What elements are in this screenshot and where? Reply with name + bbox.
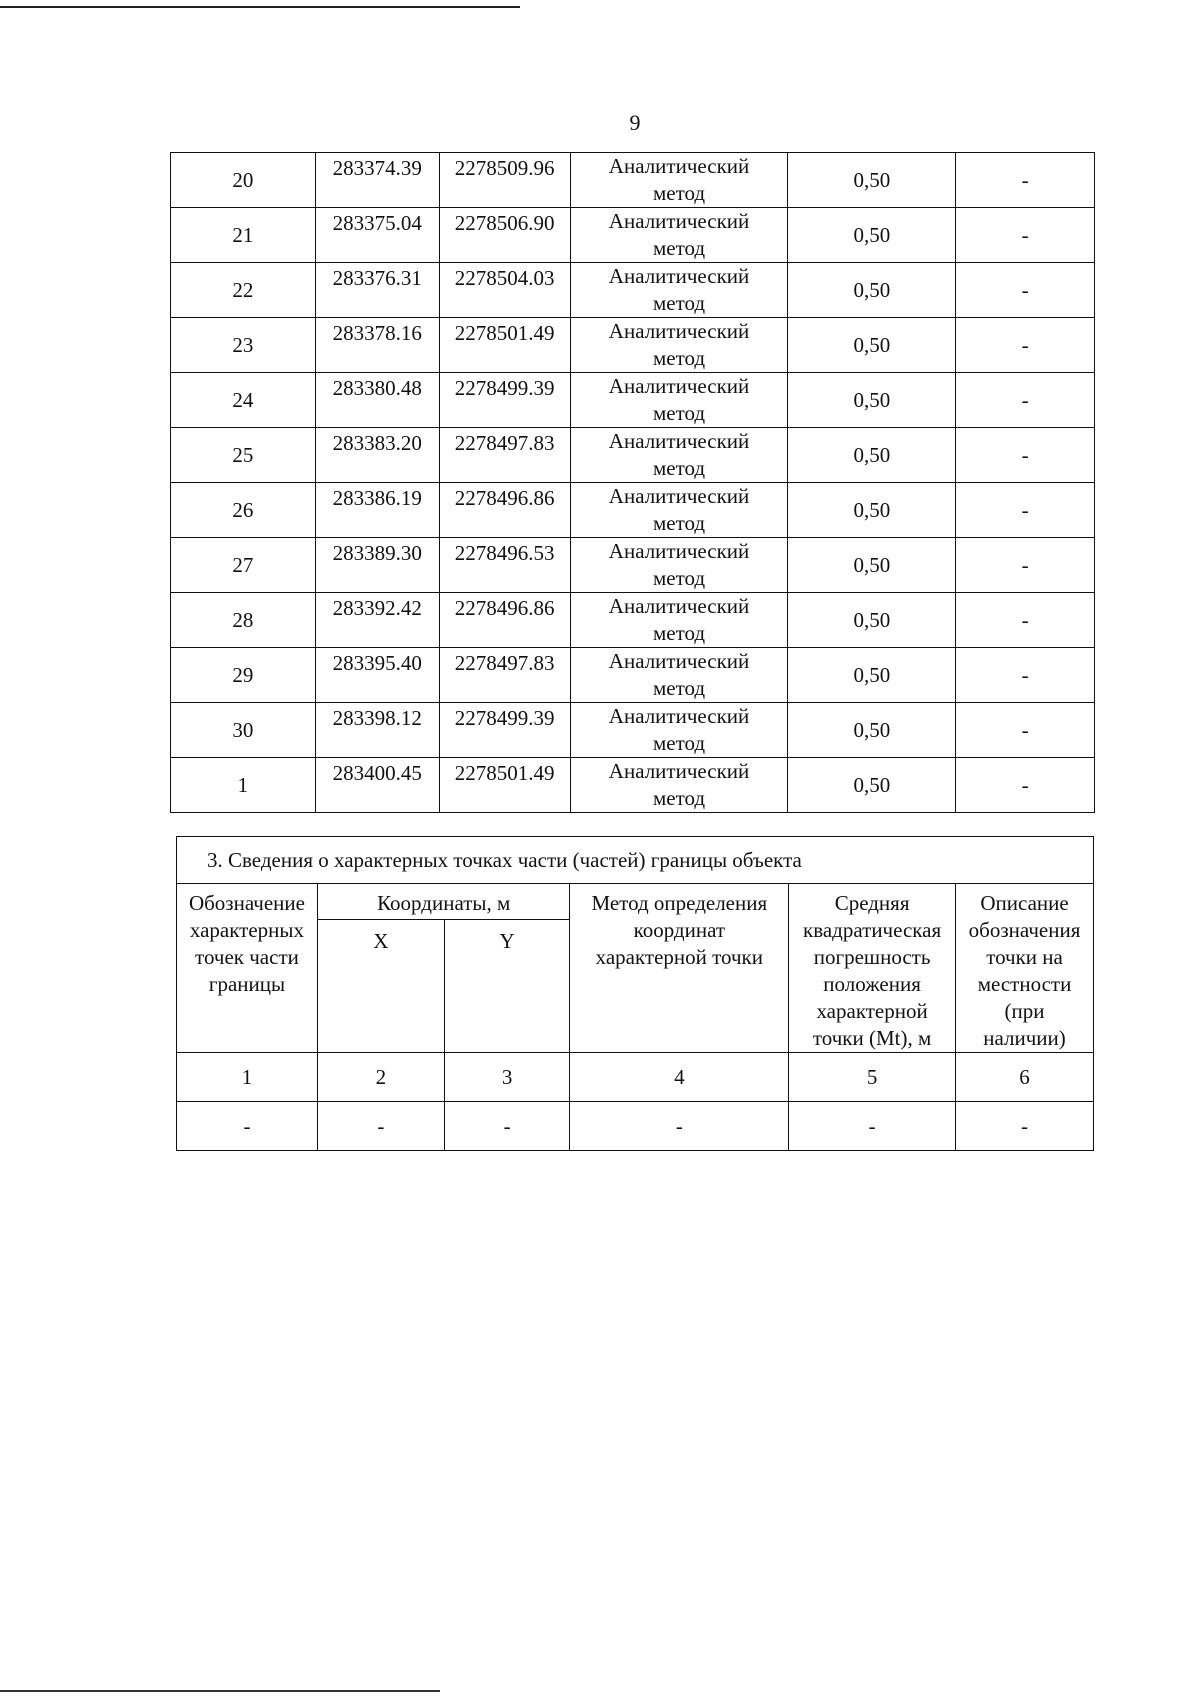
column-number: 6 <box>956 1053 1094 1102</box>
header-line: Средняя <box>834 891 910 915</box>
y-coordinate: 2278496.86 <box>439 483 570 538</box>
x-coordinate: 283395.40 <box>315 648 439 703</box>
mean-square-error: 0,50 <box>788 703 956 758</box>
table-row <box>171 263 1095 318</box>
header-line: квадратическая <box>803 918 942 942</box>
section3-table <box>176 836 1094 1151</box>
x-coordinate: 283398.12 <box>315 703 439 758</box>
point-number: 22 <box>171 263 316 318</box>
header-line: Обозначение <box>188 891 305 915</box>
header-line: точки (Mt), м <box>812 1026 932 1050</box>
table-row <box>171 483 1095 538</box>
column-number: 3 <box>444 1053 570 1102</box>
header-line: точки на <box>986 945 1063 969</box>
point-number: 29 <box>171 648 316 703</box>
column-number: 5 <box>789 1053 956 1102</box>
table-row <box>171 593 1095 648</box>
boundary-points-table-body <box>171 153 1095 813</box>
section3-data-row <box>177 1102 1094 1151</box>
method-line-2: метод <box>652 456 706 480</box>
x-coordinate: 283380.48 <box>315 373 439 428</box>
y-coordinate: 2278506.90 <box>439 208 570 263</box>
header-line: координат <box>633 918 726 942</box>
header-description <box>956 884 1094 1053</box>
y-coordinate: 2278504.03 <box>439 263 570 318</box>
point-description: - <box>956 263 1095 318</box>
x-coordinate: 283374.39 <box>315 153 439 208</box>
method-line-2: метод <box>652 731 706 755</box>
table-row <box>171 538 1095 593</box>
method <box>570 593 788 648</box>
header-line: Описание <box>980 891 1069 915</box>
method <box>570 648 788 703</box>
method-line-2: метод <box>652 401 706 425</box>
x-coordinate: 283383.20 <box>315 428 439 483</box>
method-line-2: метод <box>652 676 706 700</box>
point-description: - <box>956 483 1095 538</box>
scan-edge-line <box>0 6 520 8</box>
method <box>570 758 788 813</box>
x-coordinate: 283378.16 <box>315 318 439 373</box>
header-line: Метод определения <box>591 891 768 915</box>
method <box>570 263 788 318</box>
method <box>570 428 788 483</box>
method-line-2: метод <box>652 346 706 370</box>
table-row <box>171 373 1095 428</box>
method-line-2: метод <box>652 181 706 205</box>
y-coordinate: 2278496.86 <box>439 593 570 648</box>
method-line-2: метод <box>652 566 706 590</box>
column-number: 2 <box>317 1053 444 1102</box>
x-coordinate: 283392.42 <box>315 593 439 648</box>
section3-title: 3. Сведения о характерных точках части (частей) границы объекта <box>177 837 1094 884</box>
x-coordinate: 283389.30 <box>315 538 439 593</box>
method-line-1: Аналитический <box>608 539 750 563</box>
mean-square-error: 0,50 <box>788 263 956 318</box>
mean-square-error: 0,50 <box>788 318 956 373</box>
method <box>570 208 788 263</box>
header-line: границы <box>208 972 286 996</box>
point-number: 21 <box>171 208 316 263</box>
method-line-1: Аналитический <box>608 704 750 728</box>
header-point-designation <box>177 884 318 1053</box>
x-coordinate: 283386.19 <box>315 483 439 538</box>
point-description: - <box>956 208 1095 263</box>
header-y: Y <box>444 920 570 1053</box>
point-description: - <box>956 593 1095 648</box>
header-line: погрешность <box>813 945 931 969</box>
method-line-1: Аналитический <box>608 484 750 508</box>
header-line: (при <box>1004 999 1045 1023</box>
y-coordinate: 2278501.49 <box>439 318 570 373</box>
column-number: 1 <box>177 1053 318 1102</box>
header-line: характерной точки <box>595 945 763 969</box>
header-line: точек части <box>195 945 299 969</box>
point-number: 30 <box>171 703 316 758</box>
method-line-2: метод <box>652 291 706 315</box>
mean-square-error: 0,50 <box>788 373 956 428</box>
point-description: - <box>956 373 1095 428</box>
header-line: положения <box>823 972 921 996</box>
y-coordinate: 2278497.83 <box>439 428 570 483</box>
method-line-1: Аналитический <box>608 594 750 618</box>
header-line: наличии) <box>983 1026 1066 1050</box>
table-row <box>171 208 1095 263</box>
method-line-1: Аналитический <box>608 759 750 783</box>
point-number: 20 <box>171 153 316 208</box>
x-coordinate: 283376.31 <box>315 263 439 318</box>
page-number: 9 <box>629 110 641 135</box>
y-coordinate: 2278499.39 <box>439 703 570 758</box>
y-coordinate: 2278496.53 <box>439 538 570 593</box>
point-number: 24 <box>171 373 316 428</box>
x-coordinate: 283375.04 <box>315 208 439 263</box>
data-cell: - <box>317 1102 444 1151</box>
scan-edge-line <box>0 1690 440 1692</box>
x-coordinate: 283400.45 <box>315 758 439 813</box>
y-coordinate: 2278499.39 <box>439 373 570 428</box>
header-x: X <box>317 920 444 1053</box>
table-row <box>171 153 1095 208</box>
column-numbers-row <box>177 1053 1094 1102</box>
method-line-1: Аналитический <box>608 154 750 178</box>
data-cell: - <box>177 1102 318 1151</box>
point-description: - <box>956 153 1095 208</box>
point-description: - <box>956 648 1095 703</box>
data-cell: - <box>789 1102 956 1151</box>
y-coordinate: 2278497.83 <box>439 648 570 703</box>
point-description: - <box>956 703 1095 758</box>
method <box>570 153 788 208</box>
point-description: - <box>956 428 1095 483</box>
mean-square-error: 0,50 <box>788 538 956 593</box>
mean-square-error: 0,50 <box>788 483 956 538</box>
method-line-1: Аналитический <box>608 429 750 453</box>
y-coordinate: 2278501.49 <box>439 758 570 813</box>
mean-square-error: 0,50 <box>788 648 956 703</box>
data-cell: - <box>570 1102 789 1151</box>
point-description: - <box>956 758 1095 813</box>
column-number: 4 <box>570 1053 789 1102</box>
point-description: - <box>956 318 1095 373</box>
point-number: 25 <box>171 428 316 483</box>
method <box>570 703 788 758</box>
method-line-2: метод <box>652 786 706 810</box>
mean-square-error: 0,50 <box>788 153 956 208</box>
point-number: 23 <box>171 318 316 373</box>
mean-square-error: 0,50 <box>788 428 956 483</box>
point-description: - <box>956 538 1095 593</box>
point-number: 26 <box>171 483 316 538</box>
method-line-1: Аналитический <box>608 319 750 343</box>
method <box>570 373 788 428</box>
method-line-1: Аналитический <box>608 209 750 233</box>
data-cell: - <box>444 1102 570 1151</box>
mean-square-error: 0,50 <box>788 758 956 813</box>
point-number: 1 <box>171 758 316 813</box>
mean-square-error: 0,50 <box>788 208 956 263</box>
header-line: характерной <box>816 999 928 1023</box>
method <box>570 318 788 373</box>
boundary-points-table <box>170 152 1095 813</box>
header-line: обозначения <box>968 918 1081 942</box>
method-line-1: Аналитический <box>608 374 750 398</box>
table-row <box>171 318 1095 373</box>
header-line: местности <box>977 972 1072 996</box>
header-method <box>570 884 789 1053</box>
point-number: 27 <box>171 538 316 593</box>
method-line-2: метод <box>652 236 706 260</box>
method <box>570 538 788 593</box>
mean-square-error: 0,50 <box>788 593 956 648</box>
method-line-1: Аналитический <box>608 264 750 288</box>
header-coordinates: Координаты, м <box>317 884 570 920</box>
point-number: 28 <box>171 593 316 648</box>
method <box>570 483 788 538</box>
table-row <box>171 648 1095 703</box>
table-row <box>171 703 1095 758</box>
header-line: характерных <box>189 918 305 942</box>
y-coordinate: 2278509.96 <box>439 153 570 208</box>
method-line-2: метод <box>652 511 706 535</box>
method-line-1: Аналитический <box>608 649 750 673</box>
header-error <box>789 884 956 1053</box>
method-line-2: метод <box>652 621 706 645</box>
table-row <box>171 428 1095 483</box>
data-cell: - <box>956 1102 1094 1151</box>
table-row <box>171 758 1095 813</box>
